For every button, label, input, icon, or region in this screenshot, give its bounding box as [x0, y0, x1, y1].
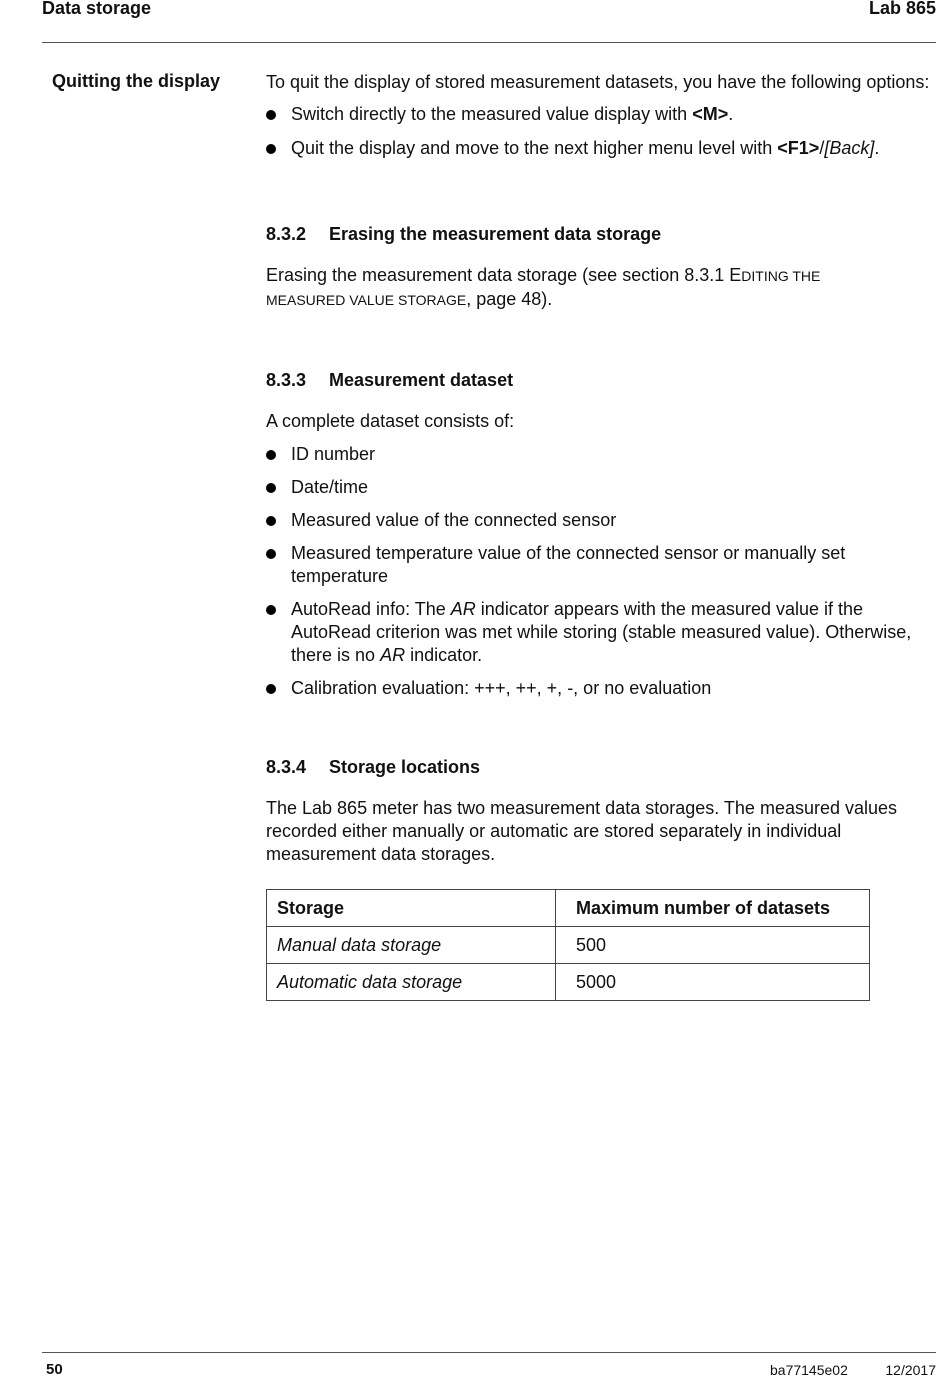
bullet-icon [266, 516, 276, 526]
section-number: 8.3.3 [266, 370, 307, 390]
cross-reference-initial: E [729, 265, 742, 285]
bullet-text: ID number [291, 444, 376, 464]
document-date: 12/2017 [885, 1362, 936, 1378]
list-item [266, 443, 934, 466]
bullet-text: Measured temperature value of the connected sensor or manually set temperature [291, 543, 846, 586]
storage-locations-text: The Lab 865 meter has two measurement data storages. The measured values recorded either manually or automatic are stored separately in individual measurement data storages. [266, 798, 898, 864]
quitting-options-list [266, 103, 934, 160]
bullet-text-end: . [874, 138, 880, 158]
cross-reference-smallcaps: MEASURED VALUE STORAGE [266, 292, 467, 308]
bullet-icon [266, 450, 276, 460]
running-header-product: Lab 865 [868, 0, 936, 18]
document-id: ba77145e02 [770, 1362, 848, 1378]
table-cell-storage: Automatic data storage [267, 964, 556, 1001]
running-header-section: Data storage [42, 0, 152, 18]
bullet-text: Quit the display and move to the next higher menu level with [291, 138, 778, 158]
table-row [267, 964, 870, 1001]
quitting-intro: To quit the display of stored measurement datasets, you have the following options: [266, 72, 930, 92]
key-f1: <F1> [777, 138, 820, 158]
bullet-icon [266, 605, 276, 615]
bullet-icon [266, 110, 276, 120]
list-item [266, 542, 934, 588]
section-title: Storage locations [329, 757, 481, 777]
dataset-contents-list [266, 443, 934, 700]
separator-slash: / [819, 138, 825, 158]
section-8-3-2-text [266, 264, 934, 312]
list-item [266, 103, 934, 126]
storage-table [266, 889, 870, 1001]
list-item [266, 476, 934, 499]
bullet-text: AutoRead info: The [291, 599, 451, 619]
side-heading-quitting: Quitting the display [52, 71, 221, 91]
section-heading-8-3-3 [266, 369, 934, 392]
bullet-text: Measured value of the connected sensor [291, 510, 617, 530]
header-rule [42, 42, 936, 43]
section-heading-8-3-2 [266, 223, 934, 246]
column-header-storage: Storage [267, 890, 556, 927]
section-number: 8.3.4 [266, 757, 307, 777]
bullet-text-end: indicator. [405, 645, 483, 665]
ar-indicator-term: AR [450, 599, 476, 619]
table-cell-storage: Manual data storage [267, 927, 556, 964]
bullet-text: Date/time [291, 477, 369, 497]
table-row [267, 927, 870, 964]
list-item [266, 509, 934, 532]
bullet-text: Switch directly to the measured value display with [291, 104, 693, 124]
bullet-text: Calibration evaluation: +++, ++, +, -, or no evaluation [291, 678, 712, 698]
main-column [266, 71, 934, 1001]
bullet-text: indicator appears with the measured value if the AutoRead criterion was met while storing (stable measured value). Otherwise, there is no [291, 599, 912, 665]
list-item [266, 137, 934, 160]
dataset-intro: A complete dataset consists of: [266, 411, 515, 431]
page-number: 50 [46, 1361, 63, 1378]
cross-reference-smallcaps: DITING THE [741, 268, 821, 284]
ar-indicator-term: AR [380, 645, 406, 665]
section-heading-8-3-4 [266, 756, 934, 779]
paragraph-text-end: , page 48). [466, 289, 553, 309]
softkey-back: [Back] [824, 138, 875, 158]
column-header-max-datasets: Maximum number of datasets [556, 890, 870, 927]
bullet-icon [266, 483, 276, 493]
table-header-row [267, 890, 870, 927]
bullet-icon [266, 144, 276, 154]
section-title: Erasing the measurement data storage [329, 224, 662, 244]
bullet-text-end: . [728, 104, 734, 124]
key-m: <M> [692, 104, 729, 124]
footer-rule [42, 1352, 936, 1353]
table-cell-max: 5000 [556, 964, 870, 1001]
section-title: Measurement dataset [329, 370, 514, 390]
bullet-icon [266, 549, 276, 559]
paragraph-text: Erasing the measurement data storage (see section 8.3.1 [266, 265, 730, 285]
table-cell-max: 500 [556, 927, 870, 964]
list-item [266, 598, 934, 667]
bullet-icon [266, 684, 276, 694]
section-number: 8.3.2 [266, 224, 307, 244]
list-item [266, 677, 934, 700]
